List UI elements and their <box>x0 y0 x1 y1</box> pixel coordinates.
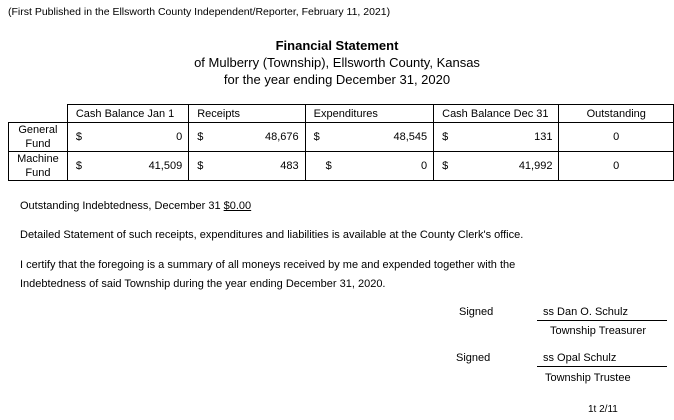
certify-line-2: Indebtedness of said Township during the year ending December 31, 2020. <box>20 278 386 290</box>
indebtedness-label: Outstanding Indebtedness, December 31 <box>20 200 221 212</box>
row-label-line1: Machine <box>17 153 59 165</box>
dollar-sign: $ <box>197 131 204 143</box>
cell-receipts <box>189 123 305 152</box>
cell-cash-dec <box>434 152 559 181</box>
page-title: Financial Statement <box>275 38 399 53</box>
header-cash-dec: Cash Balance Dec 31 <box>434 105 559 123</box>
table-header-row <box>9 105 674 123</box>
row-label-line2: Fund <box>25 138 51 150</box>
indebtedness-line <box>20 200 251 212</box>
subtitle-township: of Mulberry (Township), Ellsworth County, Kansas <box>194 55 480 70</box>
receipts-value: 483 <box>280 160 299 172</box>
header-blank <box>9 105 68 123</box>
cash-jan-value: 41,509 <box>148 160 183 172</box>
header-cash-jan: Cash Balance Jan 1 <box>67 105 188 123</box>
expenditures-value: 48,545 <box>393 131 428 143</box>
header-outstanding: Outstanding <box>559 105 674 123</box>
detail-statement: Detailed Statement of such receipts, expenditures and liabilities is available at the County Clerk's office. <box>20 229 524 241</box>
dollar-sign: $ <box>325 160 332 172</box>
cash-jan-value: 0 <box>176 131 183 143</box>
certify-line-1: I certify that the foregoing is a summary of all moneys received by me and expended together with the <box>20 259 516 271</box>
signed-label: Signed <box>456 352 491 364</box>
signer-name: ss Opal Schulz <box>543 352 617 364</box>
dollar-sign: $ <box>197 160 204 172</box>
row-label <box>9 152 68 181</box>
dollar-sign: $ <box>313 131 320 143</box>
cell-expenditures <box>305 152 433 181</box>
financial-table <box>8 104 674 181</box>
cell-cash-dec <box>434 123 559 152</box>
header-expenditures: Expenditures <box>305 105 433 123</box>
dollar-sign: $ <box>442 160 449 172</box>
publication-note: (First Published in the Ellsworth County Independent/Reporter, February 11, 2021) <box>8 6 391 18</box>
cell-receipts <box>189 152 305 181</box>
footer-code: 1t 2/11 <box>588 404 618 415</box>
signed-label: Signed <box>459 306 494 318</box>
dollar-sign: $ <box>75 131 82 143</box>
cash-dec-value: 41,992 <box>518 160 553 172</box>
signer-title: Township Trustee <box>545 372 631 384</box>
dollar-sign: $ <box>442 131 449 143</box>
receipts-value: 48,676 <box>264 131 299 143</box>
cell-expenditures <box>305 123 433 152</box>
row-label-line1: General <box>18 124 58 136</box>
cash-dec-value: 131 <box>534 131 553 143</box>
cell-outstanding: 0 <box>559 123 674 152</box>
cell-outstanding: 0 <box>559 152 674 181</box>
table-row <box>9 152 674 181</box>
subtitle-year: for the year ending December 31, 2020 <box>223 72 451 87</box>
signature-line <box>537 320 667 321</box>
row-label <box>9 123 68 152</box>
signer-name: ss Dan O. Schulz <box>543 306 628 318</box>
expenditures-value: 0 <box>421 160 428 172</box>
cell-cash-jan <box>67 152 188 181</box>
signer-title: Township Treasurer <box>550 325 646 337</box>
row-label-line2: Fund <box>25 167 51 179</box>
dollar-sign: $ <box>75 160 82 172</box>
header-receipts: Receipts <box>189 105 305 123</box>
table-row <box>9 123 674 152</box>
signature-line <box>537 366 667 367</box>
indebtedness-value: $0.00 <box>223 200 252 212</box>
cell-cash-jan <box>67 123 188 152</box>
